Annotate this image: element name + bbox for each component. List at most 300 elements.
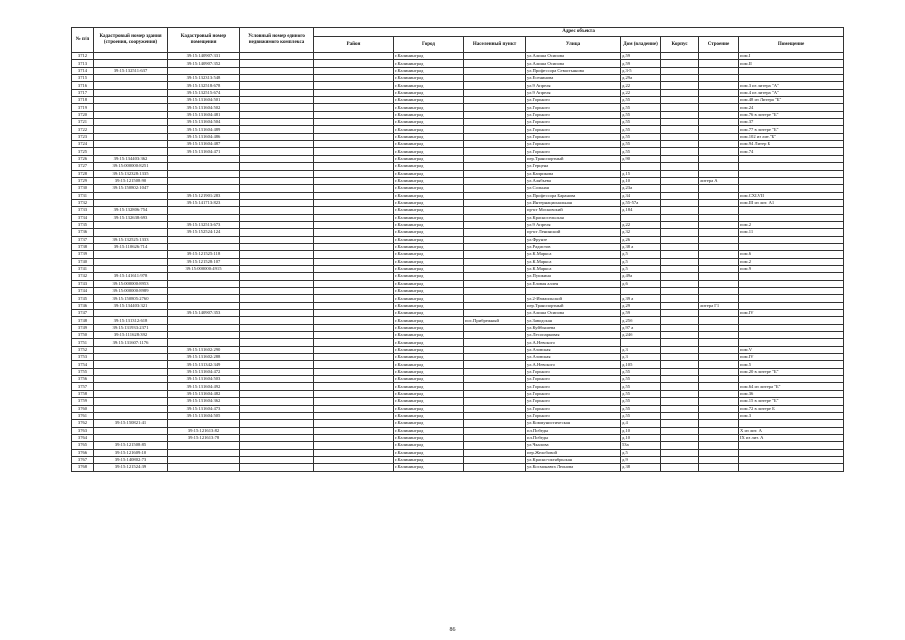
- cell-room: пом.36: [739, 390, 844, 397]
- cell-cad-building: 39:15:131607:1176: [94, 339, 168, 346]
- cell-house: д.55: [621, 141, 661, 148]
- cell-cad-premise: [168, 339, 240, 346]
- cell-city: г.Калининград: [394, 273, 464, 280]
- cell-city: г.Калининград: [394, 236, 464, 243]
- table-row: [72, 383, 844, 390]
- cell-cad-premise: 39:15:131604:504: [168, 119, 240, 126]
- cell-conditional-number: [240, 412, 314, 419]
- cell-cad-building: [94, 368, 168, 375]
- cell-room: пом.76 в литере "Б": [739, 111, 844, 118]
- cell-street: ул.9 Апреля: [526, 89, 621, 96]
- cell-settlement: [464, 464, 526, 471]
- cell-cad-building: 39:15:132328:1335: [94, 170, 168, 177]
- cell-street: ул.А.Невского: [526, 339, 621, 346]
- cell-structure: [699, 354, 739, 361]
- cell-house: д.5: [621, 265, 661, 272]
- cell-conditional-number: [240, 221, 314, 228]
- table-row: [72, 199, 844, 206]
- cell-building: [661, 60, 699, 67]
- cell-conditional-number: [240, 361, 314, 368]
- cell-cad-premise: 39:15:121613:78: [168, 434, 240, 441]
- cell-street: ул.Чкалова: [526, 442, 621, 449]
- cell-conditional-number: [240, 442, 314, 449]
- cell-street: ул.2-Измаильской: [526, 295, 621, 302]
- cell-house: д.25б: [621, 317, 661, 324]
- cell-cad-building: [94, 361, 168, 368]
- cell-conditional-number: [240, 427, 314, 434]
- cell-structure: [699, 155, 739, 162]
- cell-cad-premise: 39:15:131602:290: [168, 346, 240, 353]
- cell-cad-building: [94, 376, 168, 383]
- cell-cad-premise: [168, 207, 240, 214]
- table-row: [72, 221, 844, 228]
- cell-building: [661, 398, 699, 405]
- cell-district: [314, 427, 394, 434]
- cell-district: [314, 148, 394, 155]
- cell-city: г.Калининград: [394, 376, 464, 383]
- cell-cad-premise: 39:15:140907:352: [168, 60, 240, 67]
- cell-district: [314, 420, 394, 427]
- cell-district: [314, 177, 394, 184]
- cell-room: [739, 185, 844, 192]
- cell-city: г.Калининград: [394, 229, 464, 236]
- cell-cad-premise: 39:15:131604:501: [168, 97, 240, 104]
- cell-city: г.Калининград: [394, 155, 464, 162]
- cell-building: [661, 405, 699, 412]
- cell-room: [739, 214, 844, 221]
- cell-conditional-number: [240, 398, 314, 405]
- cell-building: [661, 75, 699, 82]
- cell-structure: [699, 104, 739, 111]
- cell-cad-building: [94, 310, 168, 317]
- cell-city: г.Калининград: [394, 420, 464, 427]
- cell-cad-premise: 39:15:121613:82: [168, 427, 240, 434]
- cell-settlement: [464, 221, 526, 228]
- cell-cad-building: 39:15:121524:39: [94, 464, 168, 471]
- cell-house: д.3: [621, 354, 661, 361]
- cell-city: г.Калининград: [394, 141, 464, 148]
- cell-settlement: [464, 60, 526, 67]
- cell-building: [661, 104, 699, 111]
- cell-city: г.Калининград: [394, 434, 464, 441]
- table-row: [72, 310, 844, 317]
- cell-house: [621, 214, 661, 221]
- cell-num: 3740: [72, 258, 94, 265]
- header-num: № п/п: [72, 28, 94, 53]
- cell-room: пом.9: [739, 265, 844, 272]
- cell-street: ул.Заводская: [526, 317, 621, 324]
- cell-house: д.55: [621, 119, 661, 126]
- cell-street: ул.Горького: [526, 126, 621, 133]
- cell-cad-building: [94, 126, 168, 133]
- cell-house: д.22: [621, 89, 661, 96]
- cell-city: г.Калининград: [394, 464, 464, 471]
- cell-cad-premise: [168, 317, 240, 324]
- cell-structure: [699, 265, 739, 272]
- cell-house: д.5: [621, 449, 661, 456]
- cell-cad-building: 39:15:132638:693: [94, 214, 168, 221]
- cell-house: д.105: [621, 361, 661, 368]
- cell-street: ул.Пушкина: [526, 273, 621, 280]
- cell-street: ул.Красносельская: [526, 214, 621, 221]
- cell-house: д.32: [621, 229, 661, 236]
- cell-structure: [699, 405, 739, 412]
- cell-house: д.55: [621, 148, 661, 155]
- cell-street: ул.Горького: [526, 148, 621, 155]
- cell-cad-building: 39:15:000000:8953: [94, 280, 168, 287]
- table-body: [72, 53, 844, 472]
- cell-cad-building: 39:15:000000:8989: [94, 288, 168, 295]
- cell-street: ул.Еловая аллея: [526, 280, 621, 287]
- cell-conditional-number: [240, 141, 314, 148]
- cell-cad-premise: [168, 288, 240, 295]
- cell-district: [314, 251, 394, 258]
- cell-num: 3749: [72, 324, 94, 331]
- table-row: [72, 324, 844, 331]
- registry-sheet: [71, 27, 843, 472]
- cell-conditional-number: [240, 383, 314, 390]
- cell-district: [314, 53, 394, 60]
- cell-room: [739, 273, 844, 280]
- cell-house: д.55: [621, 104, 661, 111]
- cell-cad-building: [94, 390, 168, 397]
- cell-room: пом.2: [739, 258, 844, 265]
- cell-num: 3744: [72, 288, 94, 295]
- cell-building: [661, 126, 699, 133]
- cell-num: 3733: [72, 207, 94, 214]
- cell-settlement: [464, 133, 526, 140]
- cell-building: [661, 243, 699, 250]
- cell-cad-building: [94, 412, 168, 419]
- cell-street: ул.Азовская: [526, 354, 621, 361]
- cell-building: [661, 141, 699, 148]
- cell-building: [661, 302, 699, 309]
- cell-district: [314, 243, 394, 250]
- cell-district: [314, 332, 394, 339]
- cell-building: [661, 258, 699, 265]
- cell-cad-building: 39:15:141611:978: [94, 273, 168, 280]
- cell-num: 3737: [72, 236, 94, 243]
- cell-structure: [699, 412, 739, 419]
- header-address: Адрес объекта: [314, 28, 844, 37]
- cell-settlement: [464, 155, 526, 162]
- cell-room: [739, 464, 844, 471]
- cell-house: д.49а: [621, 273, 661, 280]
- cell-conditional-number: [240, 456, 314, 463]
- cell-room: пом.4 из литера "А": [739, 89, 844, 96]
- table-row: [72, 317, 844, 324]
- cell-num: 3742: [72, 273, 94, 280]
- cell-room: [739, 456, 844, 463]
- table-row: [72, 442, 844, 449]
- cell-conditional-number: [240, 236, 314, 243]
- cell-settlement: [464, 420, 526, 427]
- cell-settlement: [464, 361, 526, 368]
- cell-cad-building: [94, 221, 168, 228]
- header-city: Город: [394, 37, 464, 53]
- cell-cad-premise: 39:15:140907:353: [168, 310, 240, 317]
- cell-city: г.Калининград: [394, 317, 464, 324]
- cell-num: 3716: [72, 82, 94, 89]
- cell-district: [314, 133, 394, 140]
- table-row: [72, 368, 844, 375]
- cell-district: [314, 280, 394, 287]
- cell-cad-building: [94, 104, 168, 111]
- header-conditional-number: Условный номер единого недвижимого комплекса: [240, 28, 314, 53]
- cell-cad-building: [94, 60, 168, 67]
- cell-building: [661, 177, 699, 184]
- cell-street: ул.Горького: [526, 133, 621, 140]
- cell-cad-building: [94, 258, 168, 265]
- cell-num: 3755: [72, 368, 94, 375]
- cell-district: [314, 288, 394, 295]
- table-row: [72, 207, 844, 214]
- cell-district: [314, 111, 394, 118]
- cell-conditional-number: [240, 251, 314, 258]
- cell-num: 3727: [72, 163, 94, 170]
- cell-building: [661, 82, 699, 89]
- cell-house: д.4: [621, 420, 661, 427]
- cell-street: пр-кт Московский: [526, 207, 621, 214]
- cell-settlement: [464, 442, 526, 449]
- cell-district: [314, 104, 394, 111]
- cell-house: д.29: [621, 302, 661, 309]
- cell-num: 3728: [72, 170, 94, 177]
- cell-settlement: [464, 104, 526, 111]
- cell-room: пом.37: [739, 119, 844, 126]
- cell-house: д.5: [621, 258, 661, 265]
- cell-house: д.59: [621, 60, 661, 67]
- cell-city: г.Калининград: [394, 60, 464, 67]
- table-row: [72, 75, 844, 82]
- cell-num: 3756: [72, 376, 94, 383]
- cell-cad-building: [94, 229, 168, 236]
- cell-conditional-number: [240, 170, 314, 177]
- cell-conditional-number: [240, 273, 314, 280]
- cell-room: [739, 317, 844, 324]
- cell-district: [314, 97, 394, 104]
- cell-conditional-number: [240, 464, 314, 471]
- cell-conditional-number: [240, 243, 314, 250]
- cell-street: ул.Горького: [526, 383, 621, 390]
- cell-city: г.Калининград: [394, 133, 464, 140]
- cell-cad-premise: 39:15:131604:473: [168, 405, 240, 412]
- cell-settlement: [464, 251, 526, 258]
- cell-building: [661, 332, 699, 339]
- cell-room: пом.20 в литере "Б": [739, 368, 844, 375]
- cell-settlement: [464, 214, 526, 221]
- cell-room: пом.15 в литере "Б": [739, 398, 844, 405]
- cell-house: д.55: [621, 376, 661, 383]
- table-row: [72, 60, 844, 67]
- cell-cad-premise: 39:15:132518:678: [168, 82, 240, 89]
- cell-num: 3759: [72, 398, 94, 405]
- cell-conditional-number: [240, 368, 314, 375]
- cell-settlement: [464, 302, 526, 309]
- cell-district: [314, 302, 394, 309]
- cell-structure: [699, 398, 739, 405]
- cell-street: ул.Горького: [526, 398, 621, 405]
- cell-structure: [699, 251, 739, 258]
- cell-city: г.Калининград: [394, 354, 464, 361]
- cell-district: [314, 346, 394, 353]
- cell-cad-building: [94, 97, 168, 104]
- cell-conditional-number: [240, 155, 314, 162]
- cell-room: [739, 243, 844, 250]
- cell-building: [661, 229, 699, 236]
- cell-city: г.Калининград: [394, 221, 464, 228]
- cell-building: [661, 97, 699, 104]
- cell-city: г.Калининград: [394, 199, 464, 206]
- cell-conditional-number: [240, 148, 314, 155]
- cell-room: [739, 163, 844, 170]
- cell-city: г.Калининград: [394, 75, 464, 82]
- cell-num: 3723: [72, 133, 94, 140]
- cell-street: пер.Желобовой: [526, 449, 621, 456]
- cell-house: д.22: [621, 82, 661, 89]
- cell-street: ул.Горького: [526, 368, 621, 375]
- table-row: [72, 67, 844, 74]
- cell-cad-premise: [168, 332, 240, 339]
- cell-conditional-number: [240, 405, 314, 412]
- cell-city: г.Калининград: [394, 89, 464, 96]
- cell-conditional-number: [240, 280, 314, 287]
- cell-conditional-number: [240, 376, 314, 383]
- cell-building: [661, 214, 699, 221]
- cell-district: [314, 434, 394, 441]
- cell-cad-premise: [168, 295, 240, 302]
- table-row: [72, 420, 844, 427]
- cell-district: [314, 295, 394, 302]
- table-row: [72, 354, 844, 361]
- cell-district: [314, 383, 394, 390]
- cell-city: г.Калининград: [394, 126, 464, 133]
- cell-settlement: [464, 339, 526, 346]
- cell-city: г.Калининград: [394, 119, 464, 126]
- cell-city: г.Калининград: [394, 280, 464, 287]
- cell-district: [314, 273, 394, 280]
- cell-settlement: [464, 75, 526, 82]
- cell-house: д.55-57а: [621, 199, 661, 206]
- cell-room: [739, 177, 844, 184]
- cell-building: [661, 346, 699, 353]
- cell-cad-premise: 39:15:121901:283: [168, 192, 240, 199]
- cell-district: [314, 464, 394, 471]
- cell-cad-building: 39:15:132511:637: [94, 67, 168, 74]
- cell-street: ул.9 Апреля: [526, 82, 621, 89]
- cell-num: 3729: [72, 177, 94, 184]
- cell-city: г.Калининград: [394, 383, 464, 390]
- cell-room: пом.48 из Литера "Б": [739, 97, 844, 104]
- cell-conditional-number: [240, 258, 314, 265]
- cell-num: 3743: [72, 280, 94, 287]
- cell-structure: [699, 60, 739, 67]
- cell-conditional-number: [240, 302, 314, 309]
- cell-settlement: [464, 67, 526, 74]
- cell-city: г.Калининград: [394, 332, 464, 339]
- cell-structure: [699, 361, 739, 368]
- cell-room: [739, 280, 844, 287]
- cell-cad-premise: 39:15:152524:124: [168, 229, 240, 236]
- header-cad-premise: Кадастровый номер помещения: [168, 28, 240, 53]
- cell-room: [739, 170, 844, 177]
- cell-city: г.Калининград: [394, 82, 464, 89]
- cell-district: [314, 354, 394, 361]
- cell-city: г.Калининград: [394, 405, 464, 412]
- cell-city: г.Калининград: [394, 324, 464, 331]
- cell-room: пом.6: [739, 251, 844, 258]
- cell-house: д.24б: [621, 332, 661, 339]
- cell-district: [314, 141, 394, 148]
- cell-house: д.15: [621, 170, 661, 177]
- cell-conditional-number: [240, 53, 314, 60]
- cell-structure: [699, 449, 739, 456]
- table-row: [72, 192, 844, 199]
- cell-cad-premise: [168, 163, 240, 170]
- table-row: [72, 133, 844, 140]
- cell-city: г.Калининград: [394, 148, 464, 155]
- cell-district: [314, 126, 394, 133]
- cell-structure: [699, 221, 739, 228]
- cell-num: 3732: [72, 199, 94, 206]
- cell-district: [314, 265, 394, 272]
- cell-house: д.10: [621, 427, 661, 434]
- cell-cad-premise: 39:15:131604:362: [168, 398, 240, 405]
- cell-num: 3758: [72, 390, 94, 397]
- cell-city: г.Калининград: [394, 163, 464, 170]
- cell-structure: [699, 376, 739, 383]
- cell-conditional-number: [240, 133, 314, 140]
- cell-room: X из лит. А: [739, 427, 844, 434]
- cell-conditional-number: [240, 390, 314, 397]
- cell-city: г.Калининград: [394, 339, 464, 346]
- cell-building: [661, 119, 699, 126]
- cell-cad-building: [94, 75, 168, 82]
- cell-street: ул.Горького: [526, 376, 621, 383]
- cell-conditional-number: [240, 104, 314, 111]
- cell-conditional-number: [240, 207, 314, 214]
- cell-street: ул.Горького: [526, 390, 621, 397]
- cell-cad-building: [94, 398, 168, 405]
- cell-num: 3761: [72, 412, 94, 419]
- cell-district: [314, 170, 394, 177]
- table-row: [72, 295, 844, 302]
- cell-room: [739, 339, 844, 346]
- cell-city: г.Калининград: [394, 412, 464, 419]
- cell-num: 3764: [72, 434, 94, 441]
- cell-street: ул.Горького: [526, 119, 621, 126]
- cell-num: 3731: [72, 192, 94, 199]
- cell-settlement: [464, 89, 526, 96]
- table-row: [72, 97, 844, 104]
- cell-settlement: [464, 456, 526, 463]
- cell-building: [661, 361, 699, 368]
- cell-building: [661, 427, 699, 434]
- cell-cad-premise: [168, 302, 240, 309]
- cell-structure: [699, 148, 739, 155]
- table-row: [72, 163, 844, 170]
- cell-district: [314, 119, 394, 126]
- cell-settlement: [464, 324, 526, 331]
- cell-building: [661, 111, 699, 118]
- cell-cad-building: 39:15:121508:90: [94, 177, 168, 184]
- cell-conditional-number: [240, 163, 314, 170]
- property-registry-table: [71, 27, 844, 472]
- cell-street: ул.К.Маркса: [526, 251, 621, 258]
- cell-room: [739, 332, 844, 339]
- table-row: [72, 412, 844, 419]
- cell-house: д.29а: [621, 75, 661, 82]
